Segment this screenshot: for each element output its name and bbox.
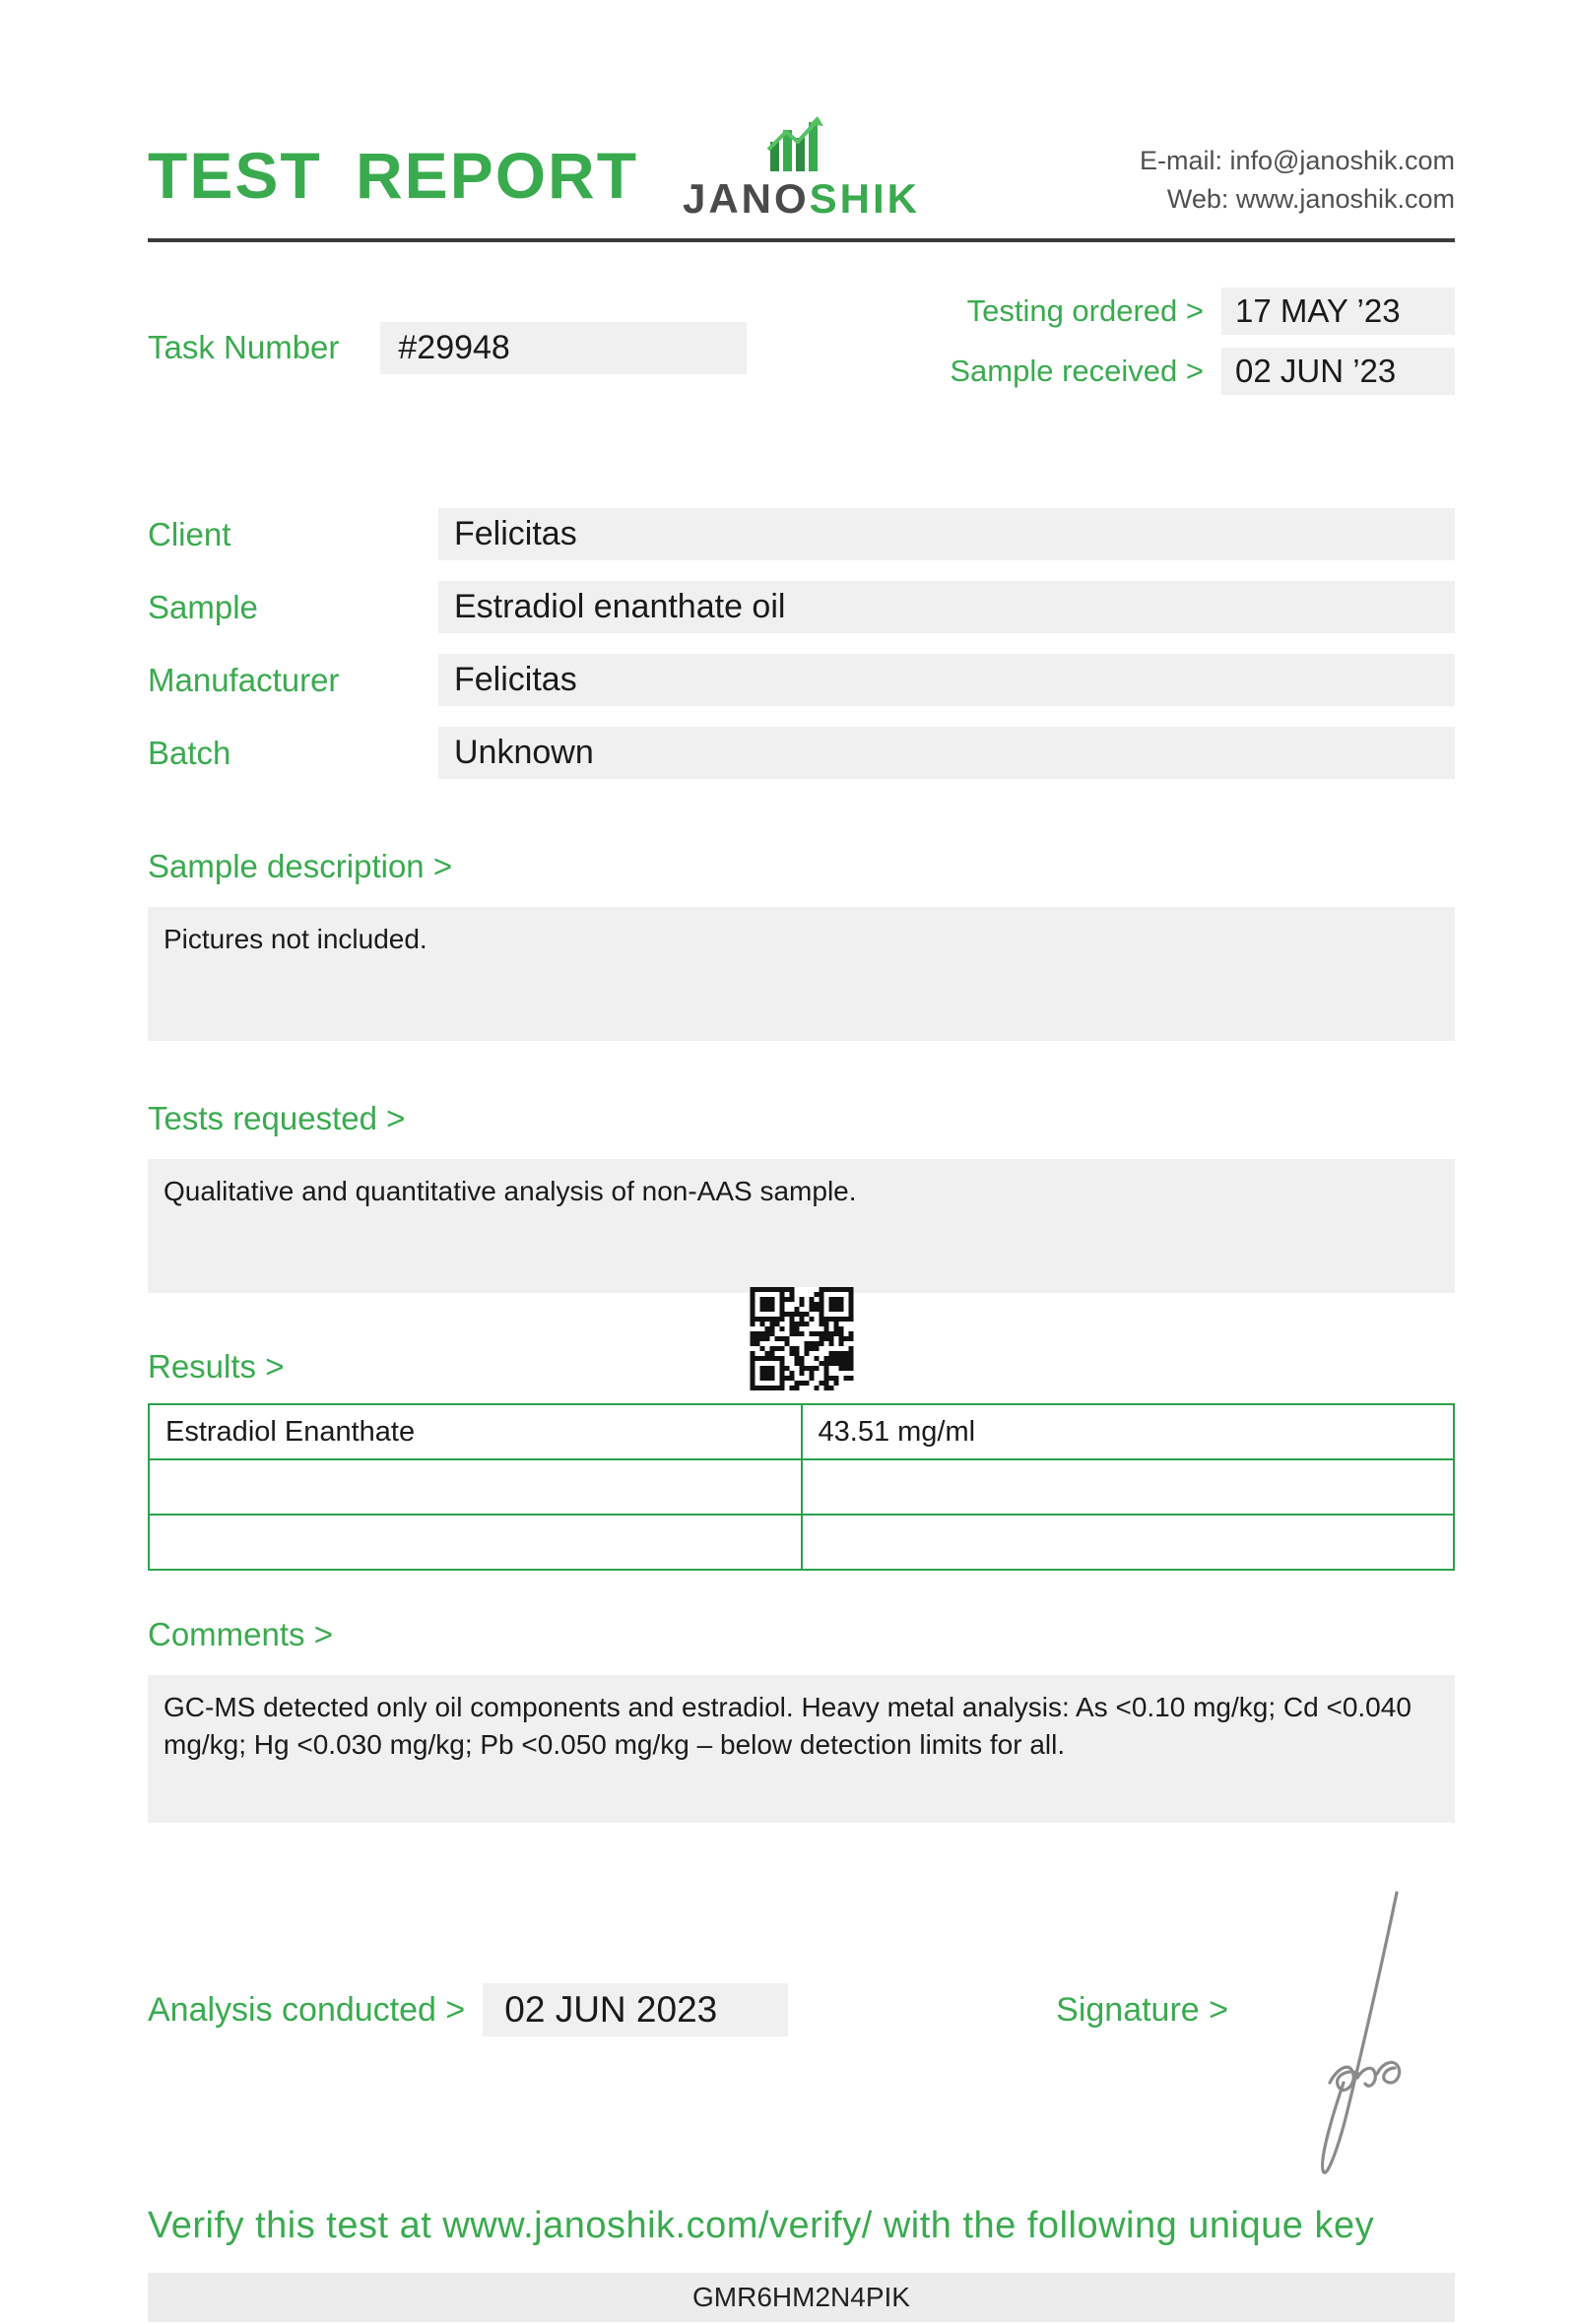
testing-ordered-label: Testing ordered >: [966, 293, 1204, 328]
task-number-label: Task Number: [148, 329, 340, 365]
sample-description-section: [148, 848, 1455, 1041]
client-label: Client: [148, 516, 231, 552]
signature-image: [1271, 1881, 1448, 2186]
sample-value: Estradiol enanthate oil: [438, 581, 1455, 633]
result-value: 43.51 mg/ml: [802, 1404, 1455, 1459]
testing-ordered-value: 17 MAY ’23: [1221, 288, 1455, 335]
sample-received-label: Sample received >: [950, 354, 1204, 388]
client-value: Felicitas: [438, 508, 1455, 560]
sample-description-heading: Sample description >: [148, 848, 453, 884]
footer-row: [148, 1983, 1455, 2036]
contact-web: Web: www.janoshik.com: [1166, 184, 1455, 215]
sample-received-value: 02 JUN ’23: [1221, 348, 1455, 395]
meta-row: [148, 288, 1455, 408]
sample-description-box: Pictures not included.: [148, 907, 1455, 1041]
result-value: [802, 1515, 1455, 1570]
comments-box: GC-MS detected only oil components and estradiol. Heavy metal analysis: As <0.10 mg/kg; Cd <0.040 mg/kg; Hg <0.030 mg/kg; Pb <0.050 mg/kg – below detection limits for all.: [148, 1675, 1455, 1823]
result-name: Estradiol Enanthate: [149, 1404, 802, 1459]
result-name: [149, 1459, 802, 1515]
detail-row-batch: [148, 727, 1455, 779]
sample-received-row: [950, 348, 1455, 395]
testing-ordered-row: [950, 288, 1455, 335]
unique-key-bar: GMR6HM2N4PIK: [148, 2273, 1455, 2322]
task-number-value: #29948: [380, 322, 747, 374]
result-name: [149, 1515, 802, 1570]
header-divider: [148, 238, 1455, 242]
result-value: [802, 1459, 1455, 1515]
signature-label: Signature >: [1056, 1990, 1228, 2029]
janoshik-logo: [654, 116, 950, 223]
verify-instruction: Verify this test at www.janoshik.com/verify/ with the following unique key: [148, 2205, 1375, 2246]
task-number-group: [148, 288, 747, 408]
results-section: [148, 1348, 1455, 1571]
results-row-1: [149, 1404, 1454, 1459]
tests-requested-box: Qualitative and quantitative analysis of non-AAS sample.: [148, 1159, 1455, 1293]
results-table: [148, 1403, 1455, 1571]
details-section: [148, 508, 1455, 779]
page-title: TEST REPORT: [148, 139, 639, 212]
analysis-date-value: 02 JUN 2023: [483, 1983, 788, 2036]
detail-row-sample: [148, 581, 1455, 633]
results-row-2: [149, 1459, 1454, 1515]
tests-requested-heading: Tests requested >: [148, 1100, 406, 1136]
contact-info: [950, 142, 1456, 219]
results-row-3: [149, 1515, 1454, 1570]
qr-code: [750, 1287, 853, 1390]
dates-group: [950, 288, 1455, 408]
batch-label: Batch: [148, 735, 231, 771]
manufacturer-value: Felicitas: [438, 654, 1455, 706]
logo-jano: JANO: [682, 175, 810, 222]
comments-section: [148, 1616, 1455, 1823]
header: [148, 116, 1455, 223]
batch-value: Unknown: [438, 727, 1455, 779]
tests-requested-section: [148, 1100, 1455, 1293]
contact-email: E-mail: info@janoshik.com: [1139, 146, 1455, 175]
detail-row-manufacturer: [148, 654, 1455, 706]
bar-chart-logo-icon: [760, 116, 843, 173]
logo-wordmark: [654, 175, 950, 223]
results-heading: Results >: [148, 1348, 285, 1385]
manufacturer-label: Manufacturer: [148, 662, 340, 698]
sample-label: Sample: [148, 589, 258, 625]
comments-heading: Comments >: [148, 1616, 333, 1652]
analysis-conducted-label: Analysis conducted >: [148, 1990, 466, 2029]
detail-row-client: [148, 508, 1455, 560]
logo-shik: SHIK: [809, 175, 921, 222]
